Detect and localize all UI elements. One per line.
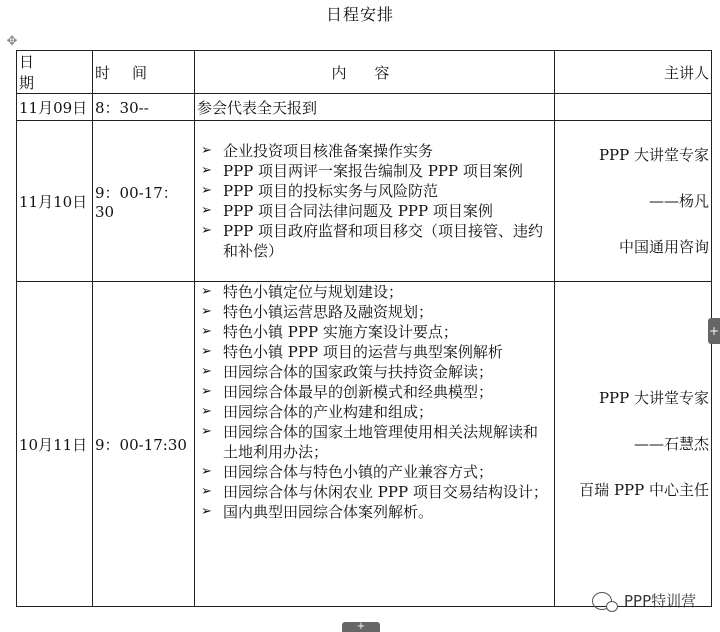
- row-date: 11月09日: [17, 94, 93, 121]
- arrow-right-icon: ➢: [201, 163, 212, 178]
- speaker-name: ——石慧杰: [633, 435, 709, 453]
- schedule-table: [16, 50, 712, 607]
- list-item-text: PPP 项目政府监督和项目移交（项目接管、违约和补偿）: [223, 222, 544, 260]
- row-time: 8：30--: [93, 94, 195, 121]
- speaker-org: 百瑞 PPP 中心主任: [579, 481, 709, 499]
- arrow-right-icon: ➢: [201, 384, 212, 399]
- list-item: [197, 502, 552, 522]
- list-item-text: 特色小镇 PPP 实施方案设计要点；: [223, 323, 458, 341]
- arrow-right-icon: ➢: [201, 364, 212, 379]
- list-item-text: PPP 项目的投标实务与风险防范: [223, 182, 439, 200]
- arrow-right-icon: ➢: [201, 143, 212, 158]
- row-speaker: [555, 282, 712, 607]
- arrow-right-icon: ➢: [201, 223, 212, 238]
- arrow-right-icon: ➢: [201, 304, 212, 319]
- content-list: [197, 141, 552, 261]
- table-row: [17, 121, 712, 282]
- list-item-text: 国内典型田园综合体案列解析。: [223, 503, 434, 521]
- list-item: [197, 282, 552, 302]
- row-time: 9：00-17：30: [93, 121, 195, 282]
- arrow-right-icon: ➢: [201, 464, 212, 479]
- list-item-text: 特色小镇运营思路及融资规划；: [223, 303, 434, 321]
- arrow-right-icon: ➢: [201, 203, 212, 218]
- arrow-right-icon: ➢: [201, 344, 212, 359]
- list-item: [197, 201, 552, 221]
- list-item: [197, 402, 552, 422]
- arrow-right-icon: ➢: [201, 424, 212, 439]
- list-item: [197, 362, 552, 382]
- row-content: 参会代表全天报到: [195, 94, 555, 121]
- table-resize-handle-icon[interactable]: +: [708, 318, 720, 344]
- table-header-row: [17, 51, 712, 94]
- arrow-right-icon: ➢: [201, 183, 212, 198]
- speaker-title: PPP 大讲堂专家: [598, 389, 709, 407]
- row-date: 11月10日: [17, 121, 93, 282]
- list-item-text: 企业投资项目核准备案操作实务: [223, 142, 434, 160]
- row-time: 9：00-17:30: [93, 282, 195, 607]
- speaker-name: ——杨凡: [648, 192, 709, 210]
- table-row: [17, 282, 712, 607]
- header-date: 日期: [17, 51, 93, 94]
- table-row: [17, 94, 712, 121]
- list-item-text: 特色小镇定位与规划建设；: [223, 283, 404, 301]
- arrow-right-icon: ➢: [201, 284, 212, 299]
- list-item-text: PPP 项目合同法律问题及 PPP 项目案例: [223, 202, 493, 220]
- header-speaker: 主讲人: [555, 51, 712, 94]
- header-time: 时间: [93, 51, 195, 94]
- list-item: [197, 181, 552, 201]
- row-speaker: [555, 94, 712, 121]
- list-item: [197, 221, 552, 261]
- list-item: [197, 302, 552, 322]
- arrow-right-icon: ➢: [201, 484, 212, 499]
- content-list: [197, 282, 552, 522]
- list-item: [197, 141, 552, 161]
- arrow-right-icon: ➢: [201, 324, 212, 339]
- arrow-right-icon: ➢: [201, 404, 212, 419]
- speaker-org: 中国通用咨询: [618, 238, 709, 256]
- header-content: 内容: [195, 51, 555, 94]
- speaker-title: PPP 大讲堂专家: [598, 146, 709, 164]
- list-item-text: 田园综合体最早的创新模式和经典模型；: [223, 383, 494, 401]
- list-item: [197, 382, 552, 402]
- page-title: 日程安排: [325, 5, 394, 24]
- list-item: [197, 482, 552, 502]
- list-item: [197, 161, 552, 181]
- table-move-handle-icon[interactable]: ✥: [6, 34, 18, 49]
- list-item-text: PPP 项目两评一案报告编制及 PPP 项目案例: [223, 162, 523, 180]
- row-speaker: [555, 121, 712, 282]
- row-content: [195, 121, 555, 282]
- list-item-text: 田园综合体的产业构建和组成；: [223, 403, 434, 421]
- list-item: [197, 342, 552, 362]
- list-item-text: 田园综合体的国家政策与扶持资金解读；: [223, 363, 494, 381]
- watermark: [592, 590, 696, 611]
- list-item: [197, 422, 552, 462]
- arrow-right-icon: ➢: [201, 504, 212, 519]
- list-item: [197, 322, 552, 342]
- wechat-icon: [592, 592, 612, 610]
- watermark-text: PPP特训营: [624, 592, 697, 610]
- row-date: 10月11日: [17, 282, 93, 607]
- list-item: [197, 462, 552, 482]
- list-item-text: 田园综合体与休闲农业 PPP 项目交易结构设计；: [223, 483, 548, 501]
- row-content: [195, 282, 555, 607]
- table-add-row-icon[interactable]: +: [342, 622, 380, 632]
- list-item-text: 特色小镇 PPP 项目的运营与典型案例解析: [223, 343, 503, 361]
- list-item-text: 田园综合体与特色小镇的产业兼容方式；: [223, 463, 494, 481]
- list-item-text: 田园综合体的国家土地管理使用相关法规解读和土地利用办法；: [223, 423, 539, 461]
